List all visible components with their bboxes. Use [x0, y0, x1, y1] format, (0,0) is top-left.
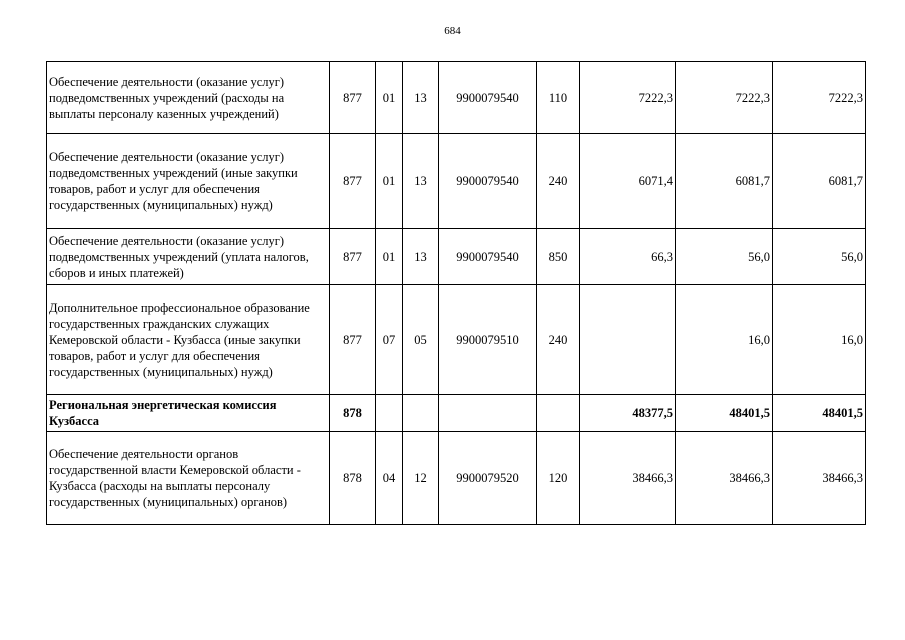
section-code: 01	[376, 62, 403, 134]
target-article-code: 9900079520	[439, 432, 537, 525]
amount-year-1: 6071,4	[580, 134, 676, 229]
subsection-code: 05	[403, 285, 439, 395]
amount-year-3: 16,0	[773, 285, 866, 395]
subsection-code	[403, 395, 439, 432]
amount-year-1	[580, 285, 676, 395]
budget-table	[46, 61, 866, 525]
amount-year-3: 56,0	[773, 229, 866, 285]
amount-year-2: 48401,5	[676, 395, 773, 432]
table-row	[47, 229, 866, 285]
amount-year-1: 66,3	[580, 229, 676, 285]
section-code: 01	[376, 134, 403, 229]
target-article-code: 9900079540	[439, 134, 537, 229]
subsection-code: 12	[403, 432, 439, 525]
expense-name: Дополнительное профессиональное образование государственных гражданских служащих Кемеровской области - Кузбасса (иные закупки товаров, работ и услуг для обеспечения государственных (муниципальных) нужд)	[47, 285, 330, 395]
amount-year-2: 7222,3	[676, 62, 773, 134]
amount-year-1: 48377,5	[580, 395, 676, 432]
section-code: 07	[376, 285, 403, 395]
expense-type-code: 850	[537, 229, 580, 285]
target-article-code: 9900079540	[439, 229, 537, 285]
expense-name: Обеспечение деятельности (оказание услуг) подведомственных учреждений (расходы на выплаты персоналу казенных учреждений)	[47, 62, 330, 134]
amount-year-2: 6081,7	[676, 134, 773, 229]
expense-name: Обеспечение деятельности органов государственной власти Кемеровской области - Кузбасса (расходы на выплаты персоналу государственных (муниципальных) органов)	[47, 432, 330, 525]
target-article-code: 9900079540	[439, 62, 537, 134]
amount-year-2: 38466,3	[676, 432, 773, 525]
table-row	[47, 285, 866, 395]
expense-name: Региональная энергетическая комиссия Кузбасса	[47, 395, 330, 432]
target-article-code	[439, 395, 537, 432]
ministry-code: 877	[330, 285, 376, 395]
amount-year-3: 38466,3	[773, 432, 866, 525]
amount-year-2: 16,0	[676, 285, 773, 395]
amount-year-1: 38466,3	[580, 432, 676, 525]
section-code: 04	[376, 432, 403, 525]
table-row	[47, 134, 866, 229]
expense-type-code	[537, 395, 580, 432]
subsection-code: 13	[403, 62, 439, 134]
amount-year-3: 6081,7	[773, 134, 866, 229]
ministry-code: 877	[330, 134, 376, 229]
amount-year-3: 7222,3	[773, 62, 866, 134]
subsection-code: 13	[403, 134, 439, 229]
expense-type-code: 240	[537, 285, 580, 395]
ministry-code: 877	[330, 229, 376, 285]
target-article-code: 9900079510	[439, 285, 537, 395]
ministry-code: 878	[330, 395, 376, 432]
subsection-code: 13	[403, 229, 439, 285]
amount-year-3: 48401,5	[773, 395, 866, 432]
expense-type-code: 110	[537, 62, 580, 134]
ministry-code: 877	[330, 62, 376, 134]
table-row	[47, 432, 866, 525]
table-row	[47, 62, 866, 134]
table-row-total	[47, 395, 866, 432]
expense-name: Обеспечение деятельности (оказание услуг) подведомственных учреждений (уплата налогов, сборов и иных платежей)	[47, 229, 330, 285]
amount-year-1: 7222,3	[580, 62, 676, 134]
page-number: 684	[444, 25, 461, 37]
expense-name: Обеспечение деятельности (оказание услуг) подведомственных учреждений (иные закупки товаров, работ и услуг для обеспечения государственных (муниципальных) нужд)	[47, 134, 330, 229]
section-code: 01	[376, 229, 403, 285]
expense-type-code: 120	[537, 432, 580, 525]
expense-type-code: 240	[537, 134, 580, 229]
section-code	[376, 395, 403, 432]
amount-year-2: 56,0	[676, 229, 773, 285]
ministry-code: 878	[330, 432, 376, 525]
